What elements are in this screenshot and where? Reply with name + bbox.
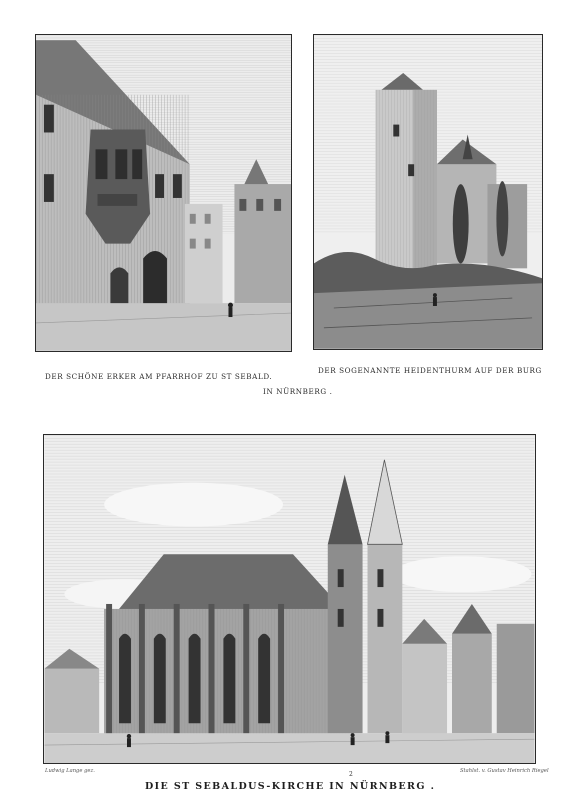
- engraver-credit-left: Ludwig Lange gez.: [45, 768, 95, 774]
- caption-heathen-tower: DER SOGENANNTE HEIDENTHURM AUF DER BURG: [318, 366, 542, 375]
- caption-in-nuremberg: IN NÜRNBERG .: [263, 387, 333, 396]
- st-sebaldus-church-image: [44, 435, 535, 763]
- engraving-heathen-tower: [313, 34, 543, 350]
- oriel-window-image: [36, 35, 291, 351]
- engraving-st-sebaldus-church: [43, 434, 536, 764]
- caption-oriel-window: DER SCHÖNE ERKER AM PFARRHOF ZU ST SEBALD.: [45, 372, 273, 381]
- heathen-tower-image: [314, 35, 542, 349]
- engraving-oriel-window: [35, 34, 292, 352]
- engraver-credit-right: Stahlst. v. Gustav Heinrich Riegel: [460, 768, 549, 774]
- plate-number: 2: [349, 771, 353, 778]
- caption-st-sebaldus: DIE ST SEBALDUS-KIRCHE IN NÜRNBERG .: [145, 781, 436, 792]
